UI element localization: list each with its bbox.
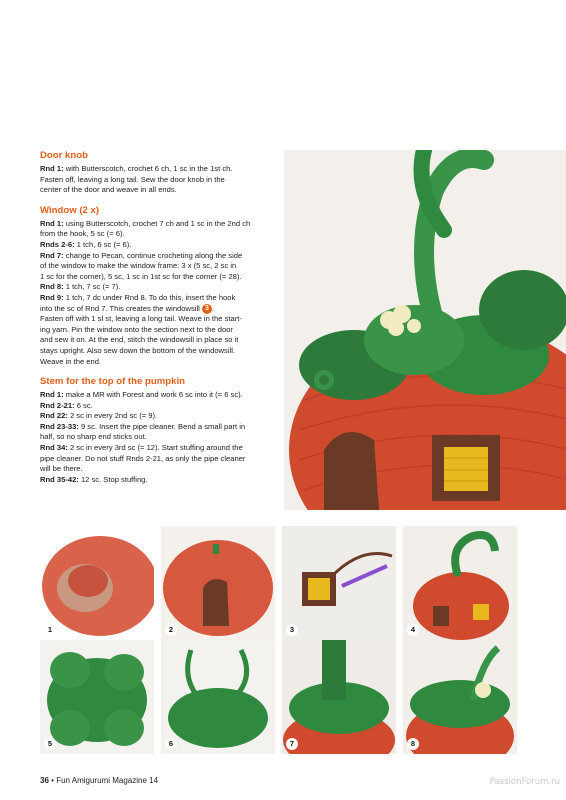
row-text: 6 sc. <box>74 400 93 410</box>
row-text: 1 tch, 7 dc under Rnd 8. To do this, insert the hook <box>63 292 236 302</box>
page-number: 36 <box>40 776 49 785</box>
window-row <box>40 346 275 357</box>
window-section <box>40 205 275 367</box>
door-knob-row <box>40 164 275 175</box>
stem-row <box>40 401 275 412</box>
row-text: stays upright. Also sew down the bottom of the windowsill. <box>40 345 236 355</box>
door-knob-row <box>40 185 275 196</box>
step-badge-7: 7 <box>286 738 298 750</box>
step-badge-5: 5 <box>44 738 56 750</box>
watermark: PassionForum.ru <box>489 777 560 787</box>
row-text: into the sc of Rnd 7. This creates the windowsill <box>40 303 200 313</box>
row-label: Rnd 35-42: <box>40 474 79 484</box>
window-row <box>40 293 275 304</box>
step-photo-2 <box>161 526 275 640</box>
step-badge-2: 2 <box>165 624 177 636</box>
row-label: Rnd 34: <box>40 443 68 453</box>
row-label: Rnd 1: <box>40 390 64 400</box>
stem-row <box>40 422 275 433</box>
step-photo-3 <box>282 526 396 640</box>
row-label: Rnd 22: <box>40 411 68 421</box>
footer-bullet: • <box>51 776 54 785</box>
window-row <box>40 282 275 293</box>
window-row <box>40 314 275 325</box>
row-label: Rnd 2-21: <box>40 400 75 410</box>
step-badge-6: 6 <box>165 738 177 750</box>
hero-pumpkin-photo <box>284 150 566 510</box>
row-text: 1 tch, 6 sc (= 6). <box>74 239 132 249</box>
window-row <box>40 272 275 283</box>
step-photo-7 <box>282 640 396 754</box>
step-photo-6 <box>161 640 275 754</box>
instructions-column <box>40 150 275 494</box>
row-text: 2 sc in every 2nd sc (= 9). <box>67 411 158 421</box>
row-text: half, so no sharp end sticks out. <box>40 432 147 442</box>
stem-row <box>40 390 275 401</box>
row-label: Rnd 7: <box>40 250 64 260</box>
step-badge-1: 1 <box>44 624 56 636</box>
window-row <box>40 335 275 346</box>
step-badge-4: 4 <box>407 624 419 636</box>
step-photo-5 <box>40 640 154 754</box>
step-badge-8: 8 <box>407 738 419 750</box>
window-row <box>40 304 275 315</box>
row-text: change to Pecan, continue crocheting along the side <box>63 250 243 260</box>
window-title: Window (2 x) <box>40 204 100 216</box>
door-knob-title: Door knob <box>40 150 88 161</box>
row-text: make a MR with Forest and work 6 sc into it (= 6 sc). <box>63 390 243 400</box>
window-row <box>40 357 275 368</box>
row-text: from the hook, 5 sc (= 6). <box>40 229 125 239</box>
row-text: Fasten off with 1 sl st, leaving a long tail. Weave in the start- <box>40 314 242 324</box>
step-photo-8 <box>403 640 517 754</box>
window-row <box>40 219 275 230</box>
window-row <box>40 261 275 272</box>
row-label: Rnd 1: <box>40 164 64 173</box>
stem-row <box>40 475 275 486</box>
door-knob-section <box>40 150 275 196</box>
door-knob-row <box>40 175 275 186</box>
window-row <box>40 240 275 251</box>
row-text: 2 sc in every 3rd sc (= 12). Start stuffing around the <box>67 443 243 453</box>
window-row <box>40 229 275 240</box>
row-text: 1 sc for the corner), 5 sc, 1 sc in 1st sc for the corner (= 28). <box>40 271 242 281</box>
row-text: Weave in the end. <box>40 356 102 366</box>
stem-row <box>40 443 275 454</box>
row-text: 12 sc. Stop stuffing. <box>78 474 148 484</box>
row-label: Rnd 23-33: <box>40 421 79 431</box>
stem-row <box>40 464 275 475</box>
row-text: will be there. <box>40 464 83 474</box>
window-row <box>40 325 275 336</box>
row-text: of the window to make the window frame: 3 x (5 sc, 2 sc in <box>40 261 237 271</box>
photo-ref-badge: 3 <box>202 304 212 314</box>
row-text: ing yarn. Pin the window onto the section next to the door <box>40 324 233 334</box>
row-label: Rnds 2-6: <box>40 239 75 249</box>
row-text: and sew it on. At the end, stitch the windowsill in place so it <box>40 335 239 345</box>
row-text: center of the door and weave in all ends. <box>40 185 177 195</box>
row-text-after: . <box>211 303 215 313</box>
stem-title: Stem for the top of the pumpkin <box>40 376 185 388</box>
row-text: with Butterscotch, crochet 6 ch, 1 sc in the 1st ch. <box>63 164 233 173</box>
row-text: using Butterscotch, crochet 7 ch and 1 sc in the 2nd ch <box>63 218 251 228</box>
stem-section <box>40 376 275 485</box>
window-row <box>40 251 275 262</box>
step-photo-4 <box>403 526 517 640</box>
page-footer <box>40 776 158 785</box>
row-text: 1 tch, 7 sc (= 7). <box>63 282 121 292</box>
row-label: Rnd 9: <box>40 292 64 302</box>
row-label: Rnd 8: <box>40 282 64 292</box>
stem-row <box>40 432 275 443</box>
row-text: pipe cleaner. Do not stuff Rnds 2-21, as only the pipe cleaner <box>40 453 246 463</box>
row-text: Fasten off, leaving a long tail. Sew the door knob in the <box>40 174 225 184</box>
row-label: Rnd 1: <box>40 218 64 228</box>
row-text: 9 sc. Insert the pipe cleaner. Bend a small part in <box>78 421 246 431</box>
step-badge-3: 3 <box>286 624 298 636</box>
stem-row <box>40 411 275 422</box>
stem-row <box>40 454 275 465</box>
magazine-name: Fun Amigurumi Magazine 14 <box>56 776 159 785</box>
step-photo-1 <box>40 526 154 640</box>
